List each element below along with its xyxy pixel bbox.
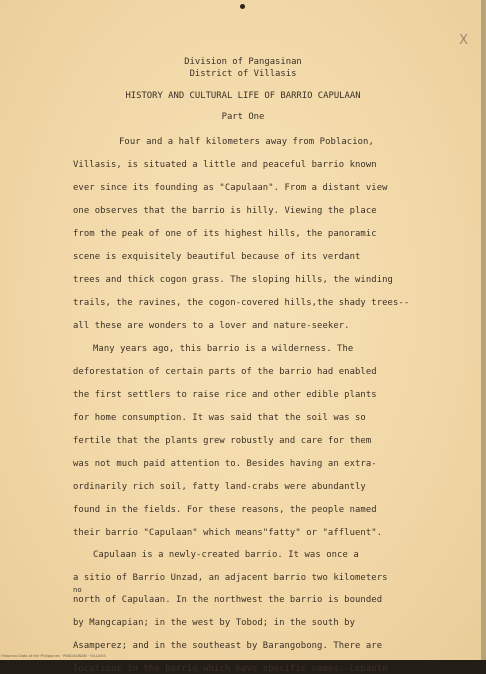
body-line: north of Capulaan. In the northwest the barrio is bounded (73, 595, 383, 605)
body-line: ordinarily rich soil, fatty land-crabs were abundantly (73, 482, 366, 492)
body-line: Four and a half kilometers away from Poblacion, (119, 137, 374, 147)
district-heading: District of Villasis (189, 69, 297, 79)
body-line: ever since its founding as "Capulaan". From a distant view (73, 183, 388, 193)
corner-mark: X (459, 33, 468, 48)
body-line: one observes that the barrio is hilly. Viewing the place (73, 206, 377, 216)
body-line: found in the fields. For these reasons, the people named (73, 505, 377, 515)
body-line: a sitio of Barrio Unzad, an adjacent barrio two kilometers (73, 573, 388, 583)
body-line: scene is exquisitely beautiful because of its verdant (73, 252, 361, 262)
interlinear-insert: no (73, 585, 82, 594)
body-line: their barrio "Capulaan" which means"fatty" or "affluent". (73, 528, 383, 538)
body-line: trails, the ravines, the cogon-covered hills,the shady trees-- (73, 298, 410, 308)
archive-footer: Historical Data of the Philippines · PANGASINAN · VILLASIS (1, 654, 106, 658)
body-line: all these are wonders to a lover and nature-seeker. (73, 321, 350, 331)
body-line: locations in the barrio which have specific names:-Lepanto (73, 664, 388, 674)
body-line: deforestation of certain parts of the barrio had enabled (73, 367, 377, 377)
body-line: for home consumption. It was said that the soil was so (73, 413, 366, 423)
part-heading: Part One (221, 112, 265, 122)
document-title: HISTORY AND CULTURAL LIFE OF BARRIO CAPULAAN (125, 91, 361, 101)
body-line: was not much paid attention to. Besides having an extra- (73, 459, 377, 469)
punch-hole (240, 4, 245, 9)
body-line: Villasis, is situated a little and peaceful barrio known (73, 160, 377, 170)
body-line: by Mangcapian; in the west by Tobod; in the south by (73, 618, 356, 628)
division-heading: Division of Pangasinan (184, 57, 302, 67)
body-line: from the peak of one of its highest hills, the panoramic (73, 229, 377, 239)
body-line: fertile that the plants grew robustly and care for them (73, 436, 372, 446)
body-line: the first settlers to raise rice and other edible plants (73, 390, 377, 400)
body-line: Asamperez; and in the southeast by Barangobong. There are (73, 641, 383, 651)
body-line: trees and thick cogon grass. The sloping hills, the winding (73, 275, 393, 285)
body-line: Capulaan is a newly-created barrio. It was once a (93, 550, 359, 560)
body-line: Many years ago, this barrio is a wilderness. The (93, 344, 354, 354)
